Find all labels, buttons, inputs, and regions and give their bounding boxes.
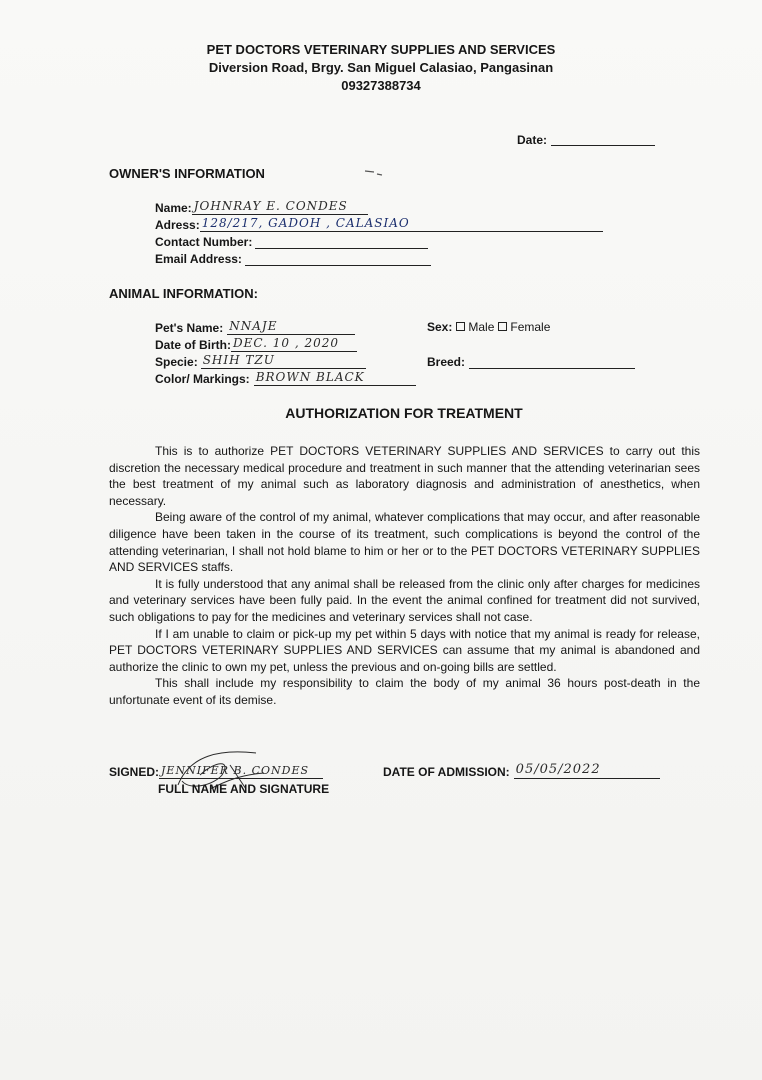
authorization-paragraph: Being aware of the control of my animal, whatever complications that may occur, and after reasonable diligence have been taken in the course of its treatment, such complications is beyond the control of the attending veterinarian, I shall not hold blame to him or her or to the PET DOCTORS VETERINARY SUPPLIES AND SERVICES staffs. [109,510,700,575]
date-of-admission-value: 05/05/2022 [515,762,601,777]
pet-name-value: NNAJE [229,319,278,333]
color-markings-field [155,371,416,386]
company-name: PET DOCTORS VETERINARY SUPPLIES AND SERVICES [206,42,556,57]
color-markings-label: Color/ Markings: [155,372,250,386]
email-address-label: Email Address: [155,252,242,266]
owner-name-value: JOHNRAY E. CONDES [193,199,348,213]
pet-name-line[interactable] [227,320,355,335]
email-address-line[interactable] [245,251,431,266]
stray-mark [364,168,386,178]
signature-caption: FULL NAME AND SIGNATURE [158,782,330,796]
contact-number-field [155,234,428,249]
owner-name-line[interactable] [192,200,368,215]
breed-field [427,354,635,369]
owner-address-label: Adress: [155,218,200,232]
signed-name-value: JENNIFER B. CONDES [161,764,310,777]
contact-number-line[interactable] [255,234,428,249]
owner-address-field [155,217,603,232]
company-phone: 09327388734 [341,78,421,93]
owner-section-title: OWNER'S INFORMATION [109,166,265,181]
specie-label: Specie: [155,355,198,369]
company-address: Diversion Road, Brgy. San Miguel Calasiao, Pangasinan [208,60,554,75]
color-markings-line[interactable] [254,371,416,386]
signed-label: SIGNED: [109,765,160,779]
owner-name-label: Name: [155,201,192,215]
authorization-paragraph: It is fully understood that any animal shall be released from the clinic only after charges for medicines and veterinary services have been fully paid. In the event the animal confined for treatment did not survived, such obligations to pay for the medicines and veterinary services shall not case. [109,576,700,624]
pet-name-field [155,320,355,335]
specie-line[interactable] [201,354,366,369]
dob-field [155,337,357,352]
dob-line[interactable] [231,337,357,352]
owner-name-field [155,200,368,215]
animal-section-title: ANIMAL INFORMATION: [109,286,258,301]
pet-name-label: Pet's Name: [155,321,224,335]
contact-number-label: Contact Number: [155,235,253,249]
dob-value: DEC. 10 , 2020 [233,336,340,350]
authorization-paragraph: This is to authorize PET DOCTORS VETERINARY SUPPLIES AND SERVICES to carry out this discretion the necessary medical procedure and treatment in such manner that the attending veterinarian sees the best treatment of my animal such as laboratory diagnosis and administration of anesthetics, when necessary. [109,444,700,508]
specie-field [155,354,366,369]
sex-label: Sex: [427,320,453,334]
authorization-paragraph: If I am unable to claim or pick-up my pet within 5 days with notice that my animal is ready for release, PET DOCTORS VETERINARY SUPPLIES AND SERVICES can assume that my animal is abandoned and authorize the clinic to own my pet, unless the previous and on-going bills are settled. [109,626,700,674]
authorization-paragraph: This shall include my responsibility to claim the body of my animal 36 hours post-death in the unfortunate event of its demise. [109,676,700,707]
specie-value: SHIH TZU [202,353,275,367]
date-of-admission-line[interactable] [514,764,660,779]
sex-field [427,320,550,334]
authorization-body [109,443,700,709]
owner-address-line[interactable] [200,217,603,232]
male-label: Male [468,320,495,334]
letterhead [0,41,762,95]
date-of-admission-label: DATE OF ADMISSION: [383,765,510,779]
date-label: Date: [517,133,548,147]
email-address-field [155,251,431,266]
owner-address-value: 128/217, GADOH , CALASIAO [201,216,410,230]
date-field [517,131,655,147]
breed-label: Breed: [427,355,466,369]
dob-label: Date of Birth: [155,338,231,352]
date-of-admission-field [383,764,660,779]
female-label: Female [510,320,551,334]
male-checkbox[interactable] [456,322,465,331]
female-checkbox[interactable] [498,322,507,331]
date-line[interactable] [551,131,655,146]
authorization-title: AUTHORIZATION FOR TREATMENT [285,405,523,421]
breed-line[interactable] [469,354,635,369]
color-markings-value: BROWN BLACK [255,370,365,384]
